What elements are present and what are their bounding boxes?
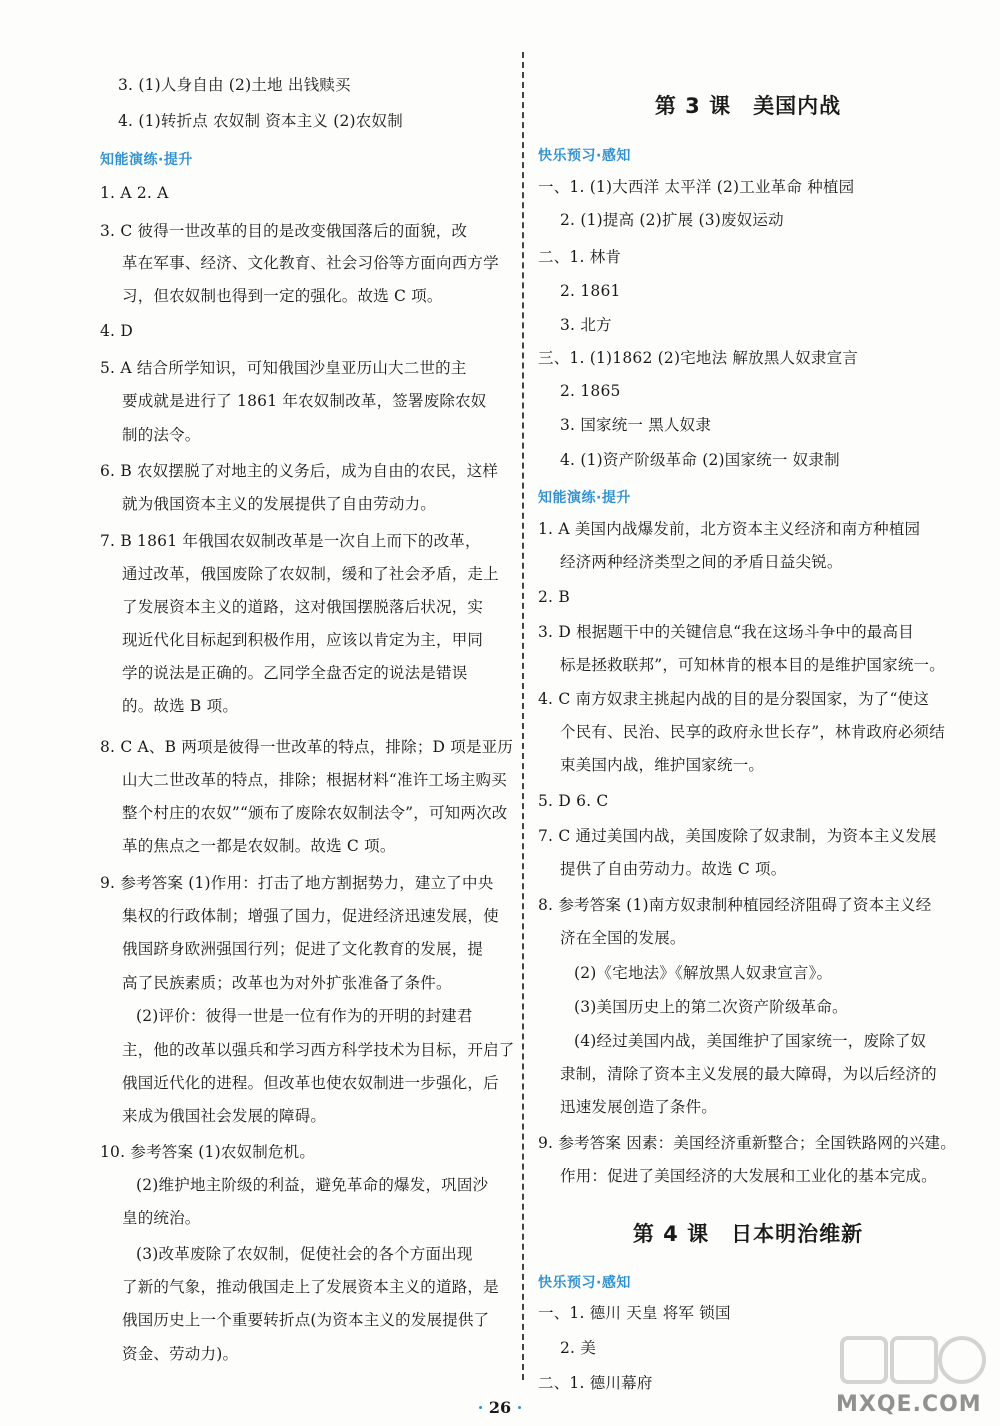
answer-line: 了发展资本主义的道路，这对俄国摆脱落后状况，实 — [122, 598, 484, 616]
answer-line: 3. D 根据题干中的关键信息“我在这场斗争中的最高目 — [538, 623, 914, 641]
answer-line: 7. C 通过美国内战，美国废除了奴隶制，为资本主义发展 — [538, 827, 937, 845]
answer-line: 三、1. (1)1862 (2)宅地法 解放黑人奴隶宣言 — [538, 349, 859, 367]
answer-line: 8. 参考答案 (1)南方奴隶制种植园经济阻碍了资本主义经 — [538, 896, 932, 914]
answer-line: (2)维护地主阶级的利益，避免革命的爆发，巩固沙 — [136, 1176, 489, 1194]
answer-line: 4. (1)资产阶级革命 (2)国家统一 奴隶制 — [560, 451, 840, 469]
answer-line: 俄国近代化的进程。但改革也使农奴制进一步强化，后 — [122, 1074, 499, 1092]
answer-line: 5. A 结合所学知识，可知俄国沙皇亚历山大二世的主 — [100, 359, 467, 377]
answer-line: 个民有、民治、民享的政府永世长存”，林肯政府必须结 — [560, 723, 945, 741]
section-heading: 知能演练·提升 — [100, 152, 193, 168]
page-number — [0, 1398, 1000, 1417]
answer-line: 就为俄国资本主义的发展提供了自由劳动力。 — [122, 495, 437, 513]
answer-line: 作用：促进了美国经济的大发展和工业化的基本完成。 — [560, 1167, 937, 1185]
answer-line: 山大二世改革的特点，排除；根据材料“准许工场主购买 — [122, 771, 507, 789]
answer-line: 俄国跻身欧洲强国行列；促进了文化教育的发展，提 — [122, 940, 484, 958]
answer-line: 3. C 彼得一世改革的目的是改变俄国落后的面貌，改 — [100, 222, 468, 240]
watermark-text: MXQE.COM — [836, 1392, 982, 1417]
answer-line: 主，他的改革以强兵和学习西方科学技术为目标，开启了 — [122, 1041, 515, 1059]
answer-line: (2)评价：彼得一世是一位有作为的开明的封建君 — [136, 1007, 473, 1025]
answer-line: 二、1. 林肯 — [538, 248, 622, 266]
answer-line: 2. 美 — [560, 1339, 597, 1357]
answer-line: 提供了自由劳动力。故选 C 项。 — [560, 860, 787, 878]
answer-line: 4. (1)转折点 农奴制 资本主义 (2)农奴制 — [118, 112, 403, 130]
answer-line: 3. 国家统一 黑人奴隶 — [560, 416, 712, 434]
answer-line: 经济两种经济类型之间的矛盾日益尖锐。 — [560, 553, 843, 571]
answer-line: 现近代化目标起到积极作用，应该以肯定为主，甲同 — [122, 631, 484, 649]
answer-line: (3)改革废除了农奴制，促使社会的各个方面出现 — [136, 1245, 473, 1263]
answer-line: 束美国内战，维护国家统一。 — [560, 756, 765, 774]
answer-line: 一、1. 德川 天皇 将军 锁国 — [538, 1304, 731, 1322]
answer-line: 3. (1)人身自由 (2)土地 出钱赎买 — [118, 76, 351, 94]
section-heading: 知能演练·提升 — [538, 490, 631, 506]
answer-line: 革在军事、经济、文化教育、社会习俗等方面向西方学 — [122, 254, 499, 272]
column-divider — [522, 52, 524, 1380]
answer-line: 3. 北方 — [560, 316, 612, 334]
answer-line: 来成为俄国社会发展的障碍。 — [122, 1107, 327, 1125]
answer-line: 要成就是进行了 1861 年农奴制改革，签署废除农奴 — [122, 392, 487, 410]
answer-line: 革的焦点之一都是农奴制。故选 C 项。 — [122, 837, 396, 855]
answer-line: 了新的气象，推动俄国走上了发展资本主义的道路，是 — [122, 1278, 499, 1296]
answer-line: 10. 参考答案 (1)农奴制危机。 — [100, 1143, 316, 1161]
answer-line: 8. C A、B 两项是彼得一世改革的特点，排除；D 项是亚历 — [100, 738, 514, 756]
answer-line: 标是拯救联邦”，可知林肯的根本目的是维护国家统一。 — [560, 656, 945, 674]
answer-line: (4)经过美国内战，美国维护了国家统一，废除了奴 — [574, 1032, 927, 1050]
lesson-title: 第 4 课 日本明治维新 — [632, 1222, 864, 1246]
answer-line: 2. B — [538, 588, 570, 606]
answer-line: 1. A 美国内战爆发前，北方资本主义经济和南方种植园 — [538, 520, 921, 538]
answer-line: 学的说法是正确的。乙同学全盘否定的说法是错误 — [122, 664, 468, 682]
answer-line: 4. C 南方奴隶主挑起内战的目的是分裂国家，为了“使这 — [538, 690, 930, 708]
answer-line: (3)美国历史上的第二次资产阶级革命。 — [574, 998, 848, 1016]
answer-line: 一、1. (1)大西洋 太平洋 (2)工业革命 种植园 — [538, 178, 855, 196]
answer-line: 习，但农奴制也得到一定的强化。故选 C 项。 — [122, 287, 443, 305]
answer-line: 整个村庄的农奴”“颁布了废除农奴制法令”，可知两次改 — [122, 804, 508, 822]
answer-line: 资金、劳动力)。 — [122, 1345, 239, 1363]
answer-line: 济在全国的发展。 — [560, 929, 686, 947]
answer-line: (2)《宅地法》《解放黑人奴隶宣言》。 — [574, 964, 833, 982]
page-number-value: 26 — [488, 1398, 512, 1417]
answer-line: 制的法令。 — [122, 426, 201, 444]
answer-line: 迅速发展创造了条件。 — [560, 1098, 718, 1116]
section-heading: 快乐预习·感知 — [538, 1275, 631, 1291]
answer-line: 2. 1861 — [560, 282, 621, 300]
answer-line: 2. 1865 — [560, 382, 621, 400]
answer-line: 高了民族素质；改革也为对外扩张准备了条件。 — [122, 974, 452, 992]
answer-line: 6. B 农奴摆脱了对地主的义务后，成为自由的农民，这样 — [100, 462, 499, 480]
answer-line: 的。故选 B 项。 — [122, 697, 239, 715]
page-number-right-dot: · — [516, 1398, 523, 1417]
answer-line: 2. (1)提高 (2)扩展 (3)废奴运动 — [560, 211, 784, 229]
answer-line: 通过改革，俄国废除了农奴制，缓和了社会矛盾，走上 — [122, 565, 499, 583]
answer-line: 7. B 1861 年俄国农奴制改革是一次自上而下的改革， — [100, 532, 481, 550]
section-heading: 快乐预习·感知 — [538, 148, 631, 164]
answer-line: 俄国历史上一个重要转折点(为资本主义的发展提供了 — [122, 1311, 490, 1329]
answer-line: 9. 参考答案 (1)作用：打击了地方割据势力，建立了中央 — [100, 874, 494, 892]
answer-line: 9. 参考答案 因素：美国经济重新整合；全国铁路网的兴建。 — [538, 1134, 956, 1152]
answer-line: 隶制，清除了资本主义发展的最大障碍，为以后经济的 — [560, 1065, 937, 1083]
answer-line: 5. D 6. C — [538, 792, 609, 810]
answer-line: 二、1. 德川幕府 — [538, 1374, 653, 1392]
answer-line: 4. D — [100, 322, 133, 340]
answer-line: 1. A 2. A — [100, 184, 169, 202]
answer-line: 集权的行政体制；增强了国力，促进经济迅速发展，使 — [122, 907, 499, 925]
answer-line: 皇的统治。 — [122, 1209, 201, 1227]
page-number-left-dot: · — [477, 1398, 484, 1417]
lesson-title: 第 3 课 美国内战 — [654, 94, 842, 118]
